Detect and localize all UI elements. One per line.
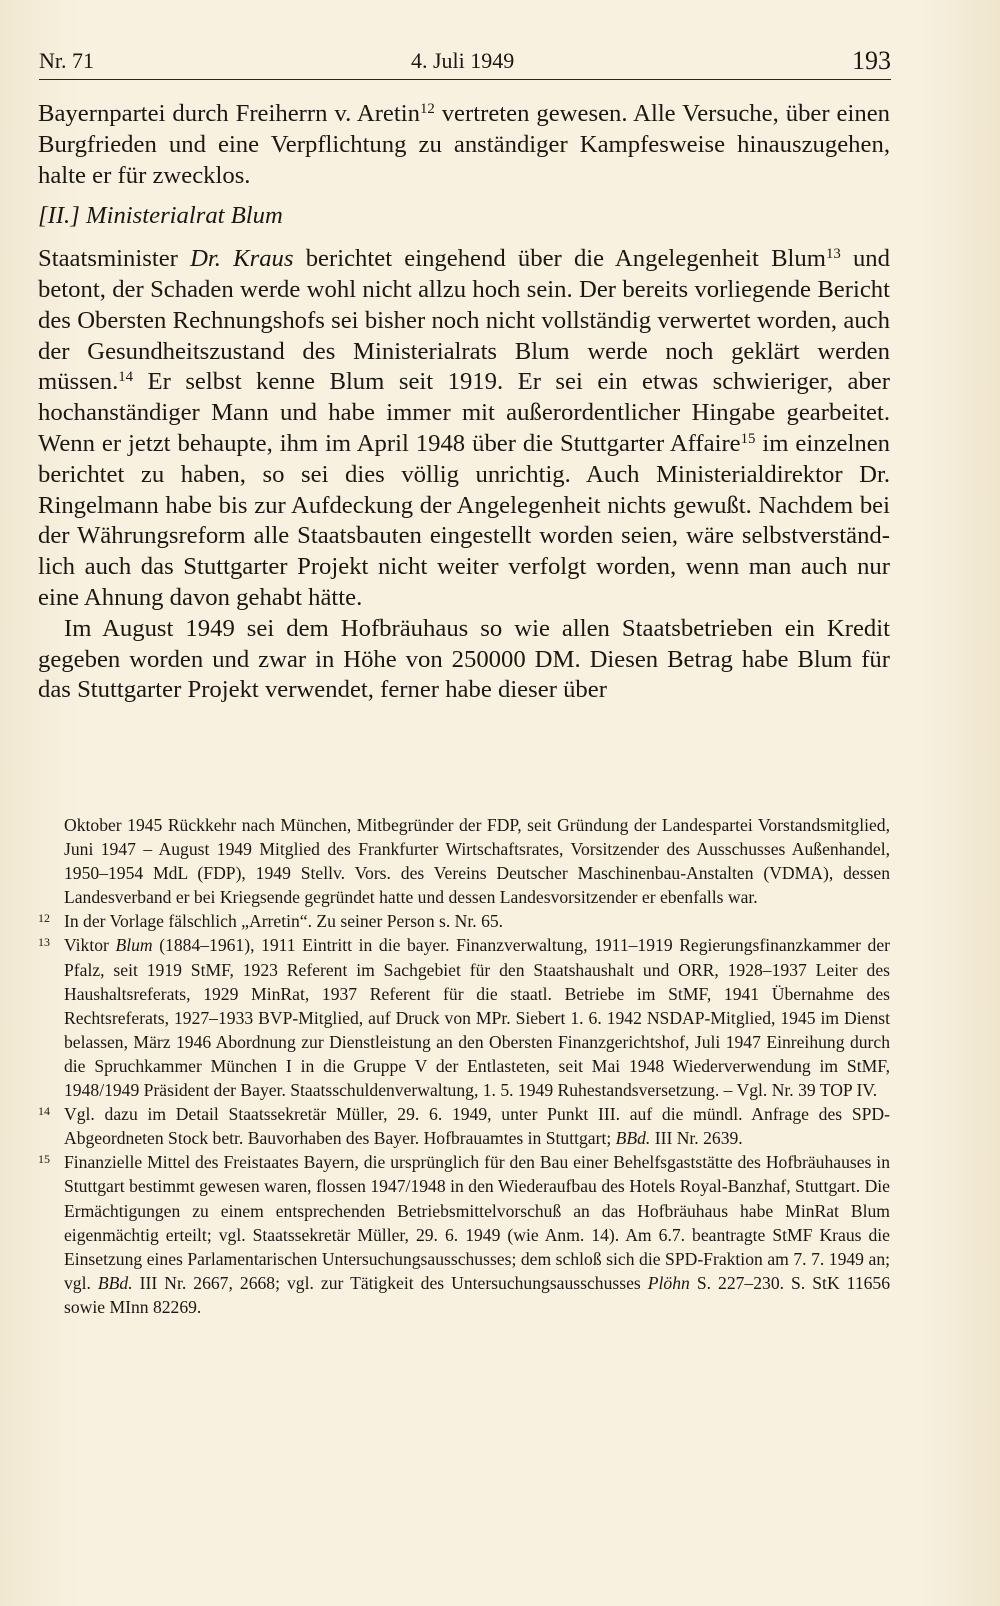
footnote-text: Viktor [64,935,116,956]
main-text [38,99,890,706]
footnote-12 [38,909,890,933]
section-title: Ministerialrat Blum [79,202,283,230]
page-number: 193 [852,46,891,75]
footnote-ref: 12 [419,100,435,117]
text-run: Staatsminister [38,245,191,273]
section-heading [38,201,890,232]
footnote-number: 14 [38,1104,50,1119]
footnote-ref: 14 [118,369,134,386]
paragraph: Im August 1949 sei dem Hofbräuhaus so wie allen Staatsbetrieben ein Kredit gegeben worden und zwar in Höhe von 250000 DM. Diesen Betrag habe Blum für das Stuttgarter Projekt verwendet, ferner habe dieser über [38,614,890,704]
footnote-text: III Nr. 2639. [650,1128,743,1149]
text-run: und betont, der Schaden werde wohl nicht allzu hoch sein. Der bereits vorliegende Bericht des Obersten Rechnungshofs sei bisher noch nicht vollständig verwertet worden, auch der Gesundheitszustand des Ministerialrats Blum werde noch geklärt werden müssen. [38,245,890,396]
footnote-text: S. 227–230. S. StK 11656 sowie MInn 82269. [64,1272,891,1317]
running-header [39,44,891,74]
footnote-text: III Nr. 2667, 2668; vgl. zur Tätigkeit des Untersuchungsausschusses [132,1272,648,1293]
footnote-text-italic: BBd. [97,1272,133,1293]
paragraph [38,244,890,614]
text-run-italic: Dr. Kraus [190,245,294,273]
footnote-13 [38,933,890,1102]
footnote-15 [38,1150,890,1319]
footnote-number: 12 [38,911,50,926]
footnote-number: 13 [38,935,50,950]
footnote-continuation: Oktober 1945 Rückkehr nach München, Mitbegründer der FDP, seit Gründung der Landespartei Vorstandsmitglied, Juni 1947 – August 1949 Mitglied des Frankfurter Wirtschaftsrates, Vorsitzender des Ausschusses Außenhandel, 1950–1954 MdL (FDP), 1949 Stellv. Vors. des Vereins Deutscher Maschinenbau-Anstalten (VDMA), dessen Landesverband er bei Kriegsende gegründet hatte und dessen Landesvorsitzender er ebenfalls war. [64,815,890,908]
footnote-text: Finanzielle Mittel des Freistaates Bayern, die ursprünglich für den Bau einer Behelfsgaststätte des Hofbräuhauses in Stuttgart bestimmt gewesen waren, flossen 1947/1948 in den Wiederaufbau des Hotels Royal-Banzhaf, Stuttgart. Die Ermächtigungen zu einem entsprechenden Betriebsmittelvorschuß an das Hofbräuhaus habe MinRat Blum eigenmächtig erteilt; vgl. Staatssekretär Müller, 29. 6. 1949 (wie Anm. 14). Am 6.7. beantragte StMF Kraus die Einsetzung eines Parlamentarischen Untersuchungsausschusses; dem schloß sich die SPD-Fraktion am 7. 7. 1949 an; vgl. [64,1152,890,1293]
text-run: im einzelnen berichtet zu haben, so sei dies völlig unrichtig. Auch Ministerialdirektor Dr. Ringelmann habe bis zur Aufdeckung der Angelegenheit nichts gewußt. Nachdem bei der Währungsreform alle Staatsbauten eingestellt worden seien, wäre selbstverständlich auch das Stuttgarter Projekt nicht weiter verfolgt worden, wenn man auch nur eine Ahnung davon gehabt hätte. [38,429,890,611]
text-run: Er selbst kenne Blum seit 1919. Er sei ein etwas schwieriger, aber hochanständiger Mann und habe immer mit außerordentlicher Hingabe gearbeitet. Wenn er jetzt behaupte, ihm im April 1948 über die Stuttgarter Affaire [38,368,890,457]
header-rule [39,79,891,80]
section-number: [II.] [38,202,80,230]
text-run: berichtet eingehend über die Angelegenheit Blum [293,245,826,273]
footnote-ref: 15 [740,430,756,447]
footnote-text: (1884–1961), 1911 Eintritt in die bayer. Finanzverwaltung, 1911–1919 Regierungsfinanzkammer der Pfalz, seit 1919 StMF, 1923 Referent im Sachgebiet für den Staatshaushalt und ORR, 1928–1937 Leiter des Haushaltsreferats, 1929 MinRat, 1937 Referent für die staatl. Betriebe im StMF, 1941 Übernahme des Rechtsreferats, 1927–1933 BVP-Mitglied, auf Druck von MPr. Siebert 1. 6. 1942 NSDAP-Mitglied, 1945 im Dienst belassen, März 1946 Abordnung zur Dienstleistung an den Obersten Finanzgerichtshof, Juli 1947 Einreihung durch die Spruchkammer München I in die Gruppe V der Entlasteten, seit Mai 1948 Wiederverwendung im StMF, 1948/1949 Präsident der Bayer. Staatsschuldenverwaltung, 1. 5. 1949 Ruhestandsversetzung. – Vgl. Nr. 39 TOP IV. [64,935,890,1101]
footnotes [38,813,890,1319]
document-date: 4. Juli 1949 [411,48,515,73]
footnote-number: 15 [38,1152,50,1167]
footnote-text-italic: Blum [115,935,153,956]
paragraph [38,99,890,191]
text-run: Bayernpartei durch Freiherrn v. Aretin [38,100,420,127]
footnote-text-italic: BBd. [615,1128,651,1149]
footnote-text: Vgl. dazu im Detail Staatssekretär Müller, 29. 6. 1949, unter Punkt III. auf die mündl. Anfrage des SPD-Abgeordneten Stock betr. Bauvorhaben des Bayer. Hofbrauamtes in Stuttgart; [64,1104,890,1149]
document-number: Nr. 71 [39,48,94,73]
footnote-text: In der Vorlage fälschlich „Arretin“. Zu seiner Person s. Nr. 65. [64,911,504,932]
text-run: vertreten gewesen. Alle Versuche, über einen Burgfrieden und eine Verpflichtung zu anständiger Kampfesweise hinauszugehen, halte er für zwecklos. [38,100,890,189]
footnote-14 [38,1102,890,1150]
footnote-ref: 13 [825,246,841,263]
footnote-text-italic: Plöhn [647,1272,690,1293]
